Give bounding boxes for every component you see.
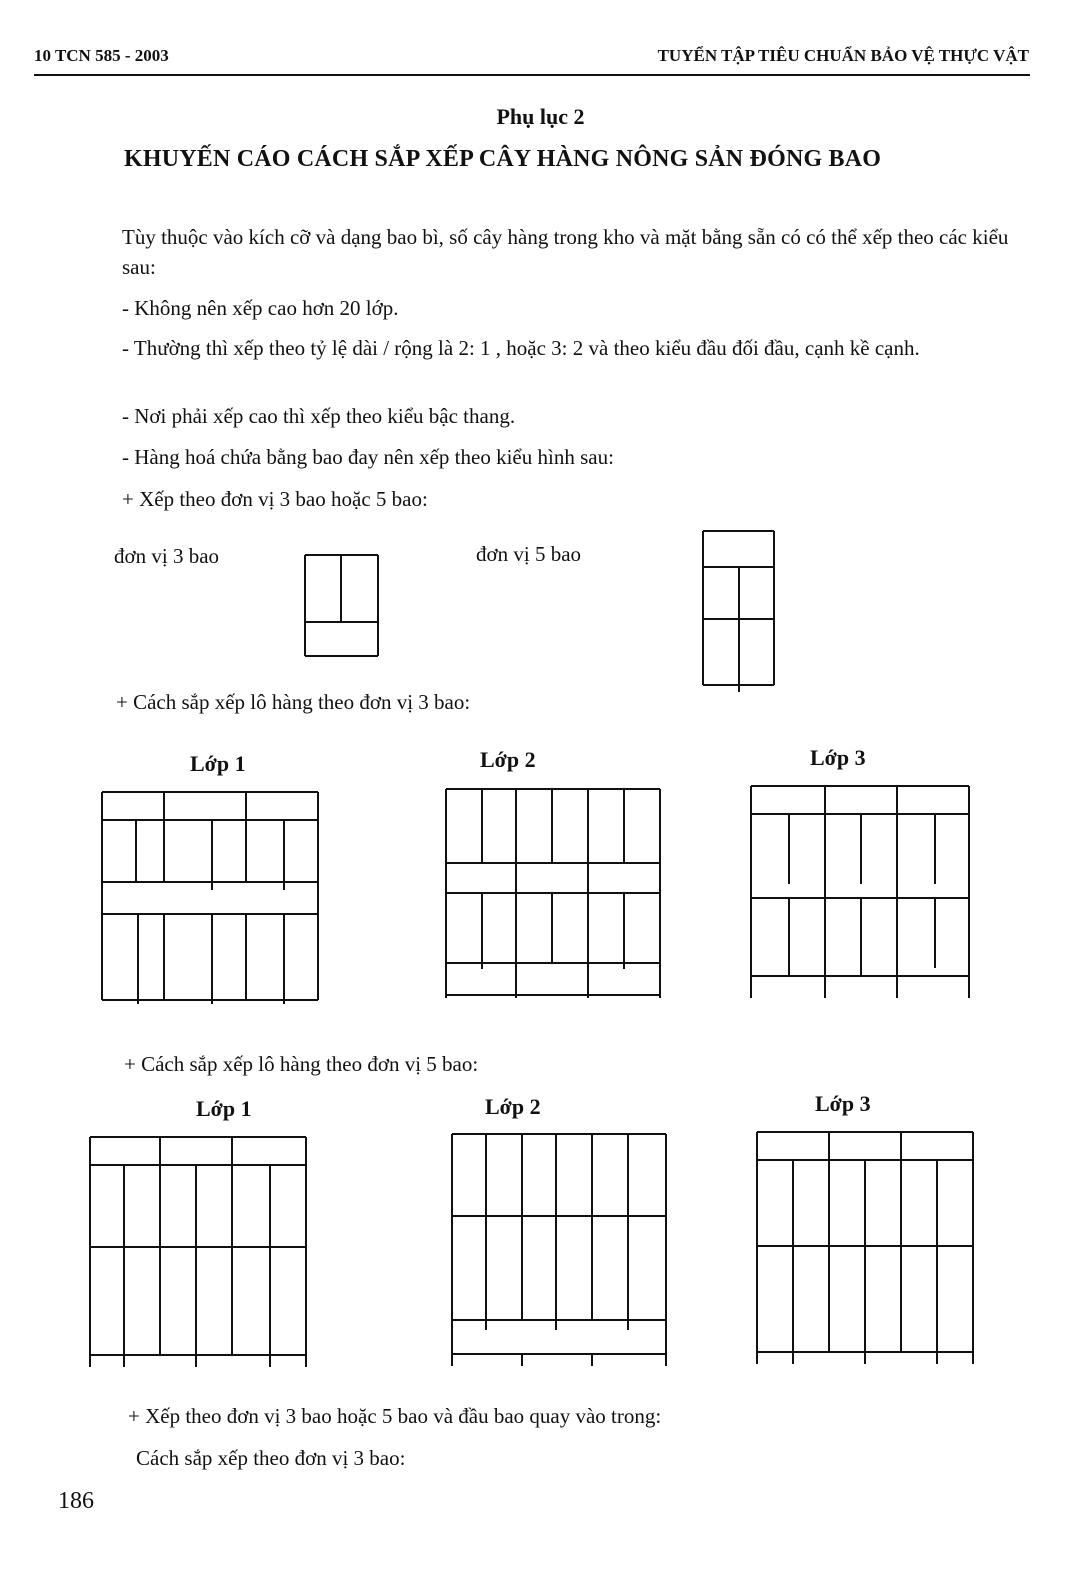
section-5-heading: + Cách sắp xếp lô hàng theo đơn vị 5 bao: <box>124 1052 479 1076</box>
s3-layer-3-label: Lớp 3 <box>810 745 866 770</box>
s3-layer-1-label: Lớp 1 <box>190 751 246 776</box>
section-3-heading: + Cách sắp xếp lô hàng theo đơn vị 3 bao: <box>116 690 471 714</box>
header-left: 10 TCN 585 - 2003 <box>34 46 169 65</box>
header-right: TUYỂN TẬP TIÊU CHUẨN BẢO VỆ THỰC VẬT <box>657 46 1029 65</box>
s5-layer-2-label: Lớp 2 <box>485 1094 541 1119</box>
unit-5-label: đơn vị 5 bao <box>476 542 582 566</box>
s3-layer-2-diagram <box>440 783 670 1005</box>
inward-heading: + Xếp theo đơn vị 3 bao hoặc 5 bao và đầu bao quay vào trong: <box>128 1404 662 1428</box>
s3-layer-1-diagram <box>96 786 328 1008</box>
page-number: 186 <box>58 1488 94 1514</box>
unit-3-diagram <box>300 550 384 662</box>
s5-layer-3-diagram <box>751 1126 983 1368</box>
header-rule <box>34 74 1030 76</box>
unit-heading: + Xếp theo đơn vị 3 bao hoặc 5 bao: <box>122 487 428 511</box>
rule-4: - Hàng hoá chứa bằng bao đay nên xếp theo kiểu hình sau: <box>122 445 614 469</box>
method-3-heading: Cách sắp xếp theo đơn vị 3 bao: <box>136 1446 406 1470</box>
s5-layer-2-diagram <box>446 1128 674 1370</box>
s3-layer-2-label: Lớp 2 <box>480 747 536 772</box>
intro-paragraph: Tùy thuộc vào kích cỡ và dạng bao bì, số cây hàng trong kho và mặt bằng sẵn có có thể xếp theo các kiểu sau: <box>122 225 1009 279</box>
rule-3: - Nơi phải xếp cao thì xếp theo kiểu bậc thang. <box>122 404 516 428</box>
s5-layer-1-label: Lớp 1 <box>196 1096 252 1121</box>
annex-label: Phụ lục 2 <box>496 104 585 129</box>
rule-1: - Không nên xếp cao hơn 20 lớp. <box>122 296 399 320</box>
unit-3-label: đơn vị 3 bao <box>114 544 220 568</box>
unit-5-diagram <box>699 527 779 695</box>
page-title: KHUYẾN CÁO CÁCH SẮP XẾP CÂY HÀNG NÔNG SẢN ĐÓNG BAO <box>124 146 882 172</box>
s3-layer-3-diagram <box>745 780 977 1005</box>
s5-layer-3-label: Lớp 3 <box>815 1091 871 1116</box>
rule-2: - Thường thì xếp theo tỷ lệ dài / rộng là 2: 1 , hoặc 3: 2 và theo kiểu đầu đối đầu, cạnh kề cạnh. <box>122 336 920 360</box>
s5-layer-1-diagram <box>84 1131 314 1373</box>
